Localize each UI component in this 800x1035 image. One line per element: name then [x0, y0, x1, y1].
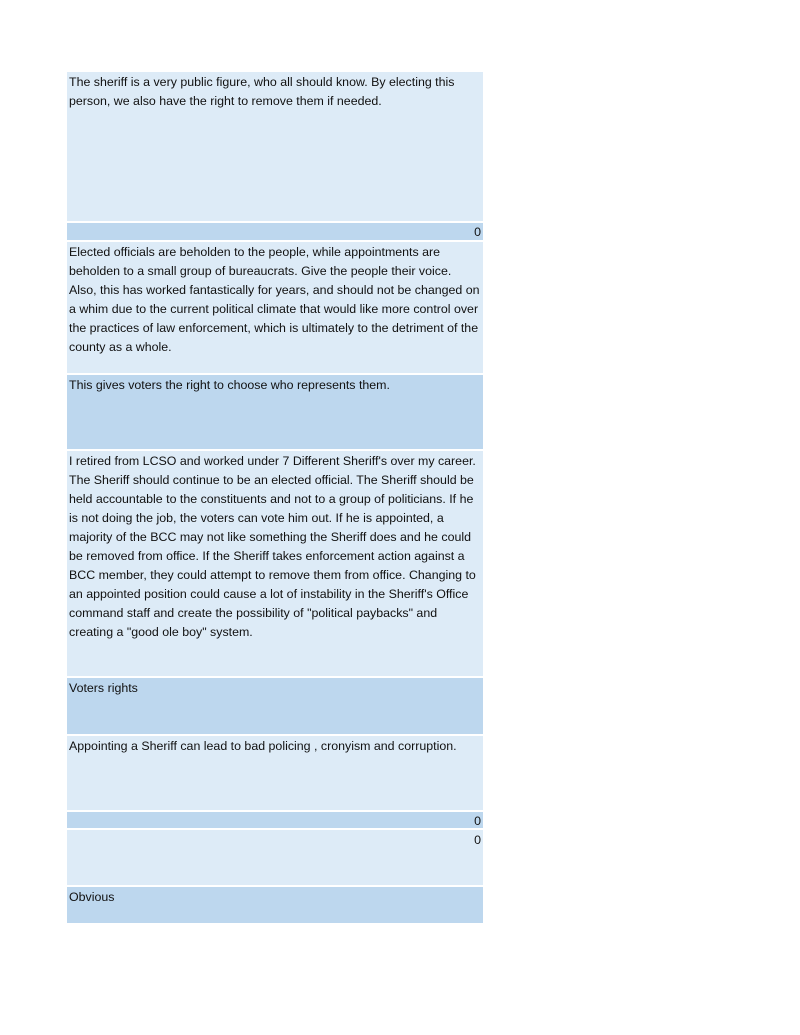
response-cell [67, 375, 483, 449]
response-cell [67, 242, 483, 373]
numeric-value: 0 [474, 833, 481, 847]
response-text: Elected officials are beholden to the people, while appointments are beholden to a small group of bureaucrats. Give the people their voice. Also, this has worked fantastically for years, and should not be changed on a whim due to the current political climate that would like more control over the practices of law enforcement, which is ultimately to the detriment of the county as a whole. [69, 245, 480, 354]
numeric-value: 0 [474, 814, 481, 828]
numeric-cell [67, 812, 483, 828]
response-text: Appointing a Sheriff can lead to bad policing , cronyism and corruption. [69, 739, 457, 753]
response-cell [67, 451, 483, 676]
numeric-value: 0 [474, 225, 481, 239]
response-cell [67, 72, 483, 221]
response-cell [67, 678, 483, 734]
response-cell [67, 736, 483, 810]
response-text: This gives voters the right to choose who represents them. [69, 378, 390, 392]
numeric-cell [67, 223, 483, 240]
response-text: I retired from LCSO and worked under 7 Different Sheriff's over my career. The Sheriff should continue to be an elected official. The Sheriff should be held accountable to the constituents and not to a group of politicians. If he is not doing the job, the voters can vote him out. If he is appointed, a majority of the BCC may not like something the Sheriff does and he could be removed from office. If the Sheriff takes enforcement action against a BCC member, they could attempt to remove them from office. Changing to an appointed position could cause a lot of instability in the Sheriff's Office command staff and create the possibility of "political paybacks" and creating a "good ole boy" system. [69, 454, 476, 639]
response-column [67, 72, 483, 925]
response-cell [67, 887, 483, 923]
response-text: Voters rights [69, 681, 138, 695]
response-text: The sheriff is a very public figure, who all should know. By electing this person, we also have the right to remove them if needed. [69, 75, 455, 108]
response-text: Obvious [69, 890, 115, 904]
numeric-cell [67, 830, 483, 885]
